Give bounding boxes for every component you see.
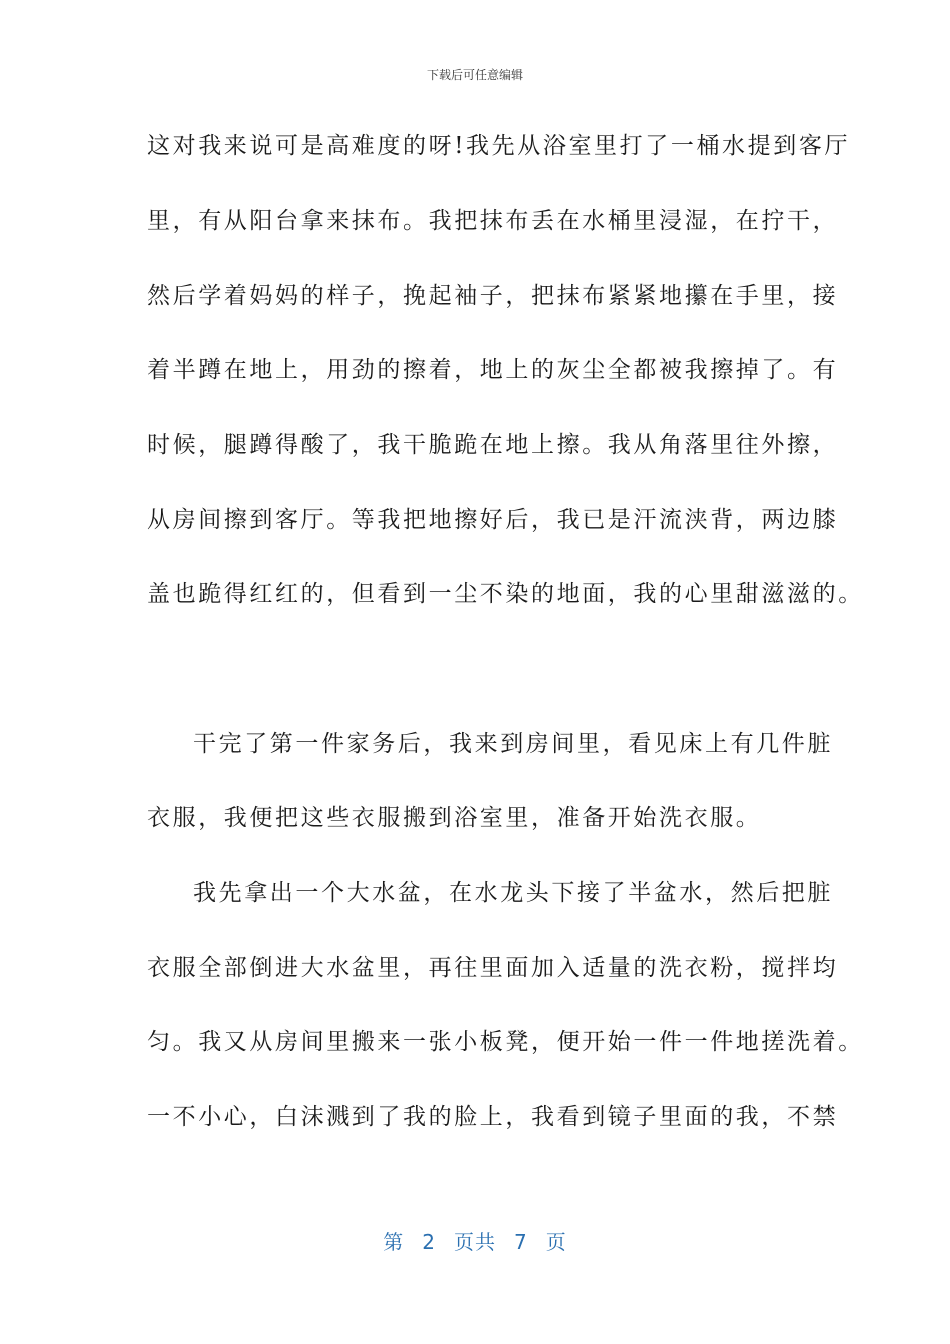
text-line: 从房间擦到客厅。等我把地擦好后，我已是汗流浃背，两边膝 (147, 507, 839, 533)
text-line-indent: 我先拿出一个大水盆，在水龙头下接了半盆水，然后把脏 (193, 880, 833, 906)
text-line: 时候，腿蹲得酸了，我干脆跪在地上擦。我从角落里往外擦， (147, 432, 839, 458)
total-pages-number: 7 (514, 1230, 528, 1254)
text-line: 里，有从阳台拿来抹布。我把抹布丢在水桶里浸湿，在拧干， (147, 208, 839, 234)
page-header-note: 下载后可任意编辑 (426, 68, 523, 82)
text-line: 匀。我又从房间里搬来一张小板凳，便开始一件一件地搓洗着。 (147, 1029, 864, 1055)
text-line: 然后学着妈妈的样子，挽起袖子，把抹布紧紧地攥在手里，接 (147, 283, 839, 309)
footer-prefix: 第 (383, 1230, 405, 1254)
text-line: 着半蹲在地上，用劲的擦着，地上的灰尘全都被我擦掉了。有 (147, 357, 839, 383)
text-line: 这对我来说可是高难度的呀!我先从浴室里打了一桶水提到客厅 (147, 133, 851, 159)
text-line-indent: 干完了第一件家务后，我来到房间里，看见床上有几件脏 (193, 731, 833, 757)
text-line: 盖也跪得红红的，但看到一尘不染的地面，我的心里甜滋滋的。 (147, 581, 864, 607)
page-footer (0, 1226, 950, 1255)
footer-middle: 页共 (454, 1230, 496, 1254)
footer-suffix: 页 (545, 1230, 567, 1254)
text-line: 衣服，我便把这些衣服搬到浴室里，准备开始洗衣服。 (147, 805, 762, 831)
text-line: 衣服全部倒进大水盆里，再往里面加入适量的洗衣粉，搅拌均 (147, 955, 839, 981)
current-page-number: 2 (422, 1230, 436, 1254)
text-line: 一不小心，白沫溅到了我的脸上，我看到镜子里面的我，不禁 (147, 1104, 839, 1130)
